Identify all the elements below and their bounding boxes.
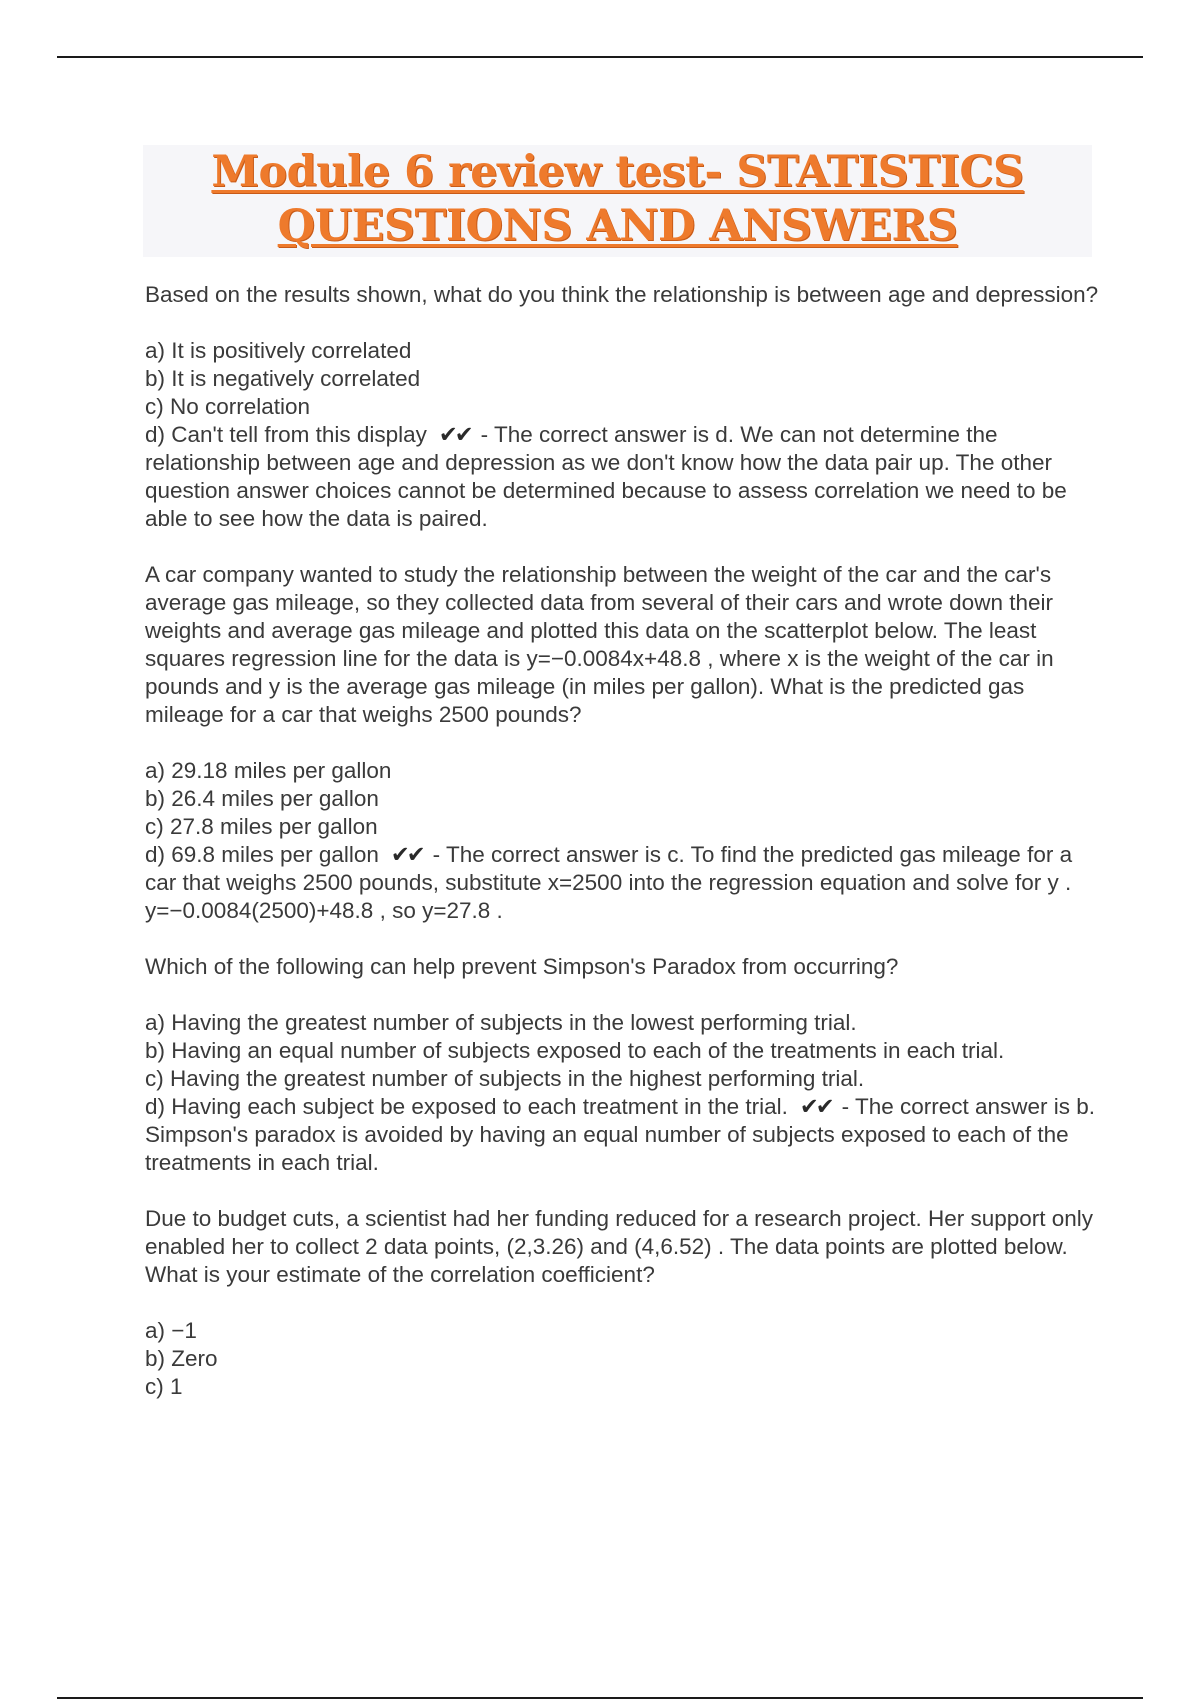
- question-2-option-d-with-answer: [145, 841, 1105, 925]
- question-1-option-d-with-answer: [145, 421, 1105, 533]
- page-title-line-2: QUESTIONS AND ANSWERS: [277, 201, 958, 251]
- question-4-option-a: a) −1: [145, 1318, 197, 1343]
- double-check-icon: ✔✔: [438, 422, 471, 447]
- question-1-option-b: b) It is negatively correlated: [145, 366, 421, 391]
- question-3-option-c: c) Having the greatest number of subjects in the highest performing trial.: [145, 1066, 865, 1091]
- question-3-option-d-with-answer: [145, 1093, 1105, 1177]
- question-2-answer: - The correct answer is c. To find the predicted gas mileage for a car that weighs 2500 pounds, substitute x=2500 into the regression equation and solve for y . y=−0.0084(2500)+48.8 , so y=27.8 .: [145, 842, 1073, 923]
- question-2-text: A car company wanted to study the relationship between the weight of the car and the car's average gas mileage, so they collected data from several of their cars and wrote down their weights and average gas mileage and plotted this data on the scatterplot below. The least squares regression line for the data is y=−0.0084x+48.8 , where x is the weight of the car in pounds and y is the average gas mileage (in miles per gallon). What is the predicted gas mileage for a car that weighs 2500 pounds?: [145, 562, 1054, 727]
- double-check-icon: ✔✔: [390, 842, 423, 867]
- title-banner: [143, 145, 1092, 257]
- question-1-answer: - The correct answer is d. We can not determine the relationship between age and depression as we don't know how the data pair up. The other question answer choices cannot be determined because to assess correlation we need to be able to see how the data is paired.: [145, 422, 1067, 531]
- question-3-option-b: b) Having an equal number of subjects exposed to each of the treatments in each trial.: [145, 1038, 1005, 1063]
- double-check-icon: ✔✔: [799, 1094, 832, 1119]
- question-2-option-d: d) 69.8 miles per gallon: [145, 842, 379, 867]
- question-4-text: Due to budget cuts, a scientist had her funding reduced for a research project. Her support only enabled her to collect 2 data points, (2,3.26) and (4,6.52) . The data points are plotted below. What is your estimate of the correlation coefficient?: [145, 1206, 1094, 1287]
- question-1-option-a: a) It is positively correlated: [145, 338, 412, 363]
- question-4-option-c: c) 1: [145, 1374, 183, 1399]
- question-4-option-b: b) Zero: [145, 1346, 218, 1371]
- question-4: [145, 1205, 1105, 1401]
- question-3-answer: - The correct answer is b. Simpson's paradox is avoided by having an equal number of subjects exposed to each of the treatments in each trial.: [145, 1094, 1096, 1175]
- question-3-text: Which of the following can help prevent Simpson's Paradox from occurring?: [145, 954, 899, 979]
- question-1-option-c: c) No correlation: [145, 394, 311, 419]
- question-1-option-d: d) Can't tell from this display: [145, 422, 427, 447]
- document-body: [145, 281, 1105, 1429]
- top-rule: [57, 56, 1143, 58]
- question-2-option-c: c) 27.8 miles per gallon: [145, 814, 378, 839]
- question-2: [145, 561, 1105, 925]
- question-2-option-a: a) 29.18 miles per gallon: [145, 758, 392, 783]
- question-1-text: Based on the results shown, what do you think the relationship is between age and depression?: [145, 282, 1099, 307]
- question-3: [145, 953, 1105, 1177]
- page-title-line-1: Module 6 review test- STATISTICS: [211, 147, 1024, 197]
- question-3-option-a: a) Having the greatest number of subjects in the lowest performing trial.: [145, 1010, 857, 1035]
- question-2-option-b: b) 26.4 miles per gallon: [145, 786, 379, 811]
- question-3-option-d: d) Having each subject be exposed to each treatment in the trial.: [145, 1094, 788, 1119]
- bottom-rule: [57, 1697, 1143, 1699]
- question-1: [145, 281, 1105, 533]
